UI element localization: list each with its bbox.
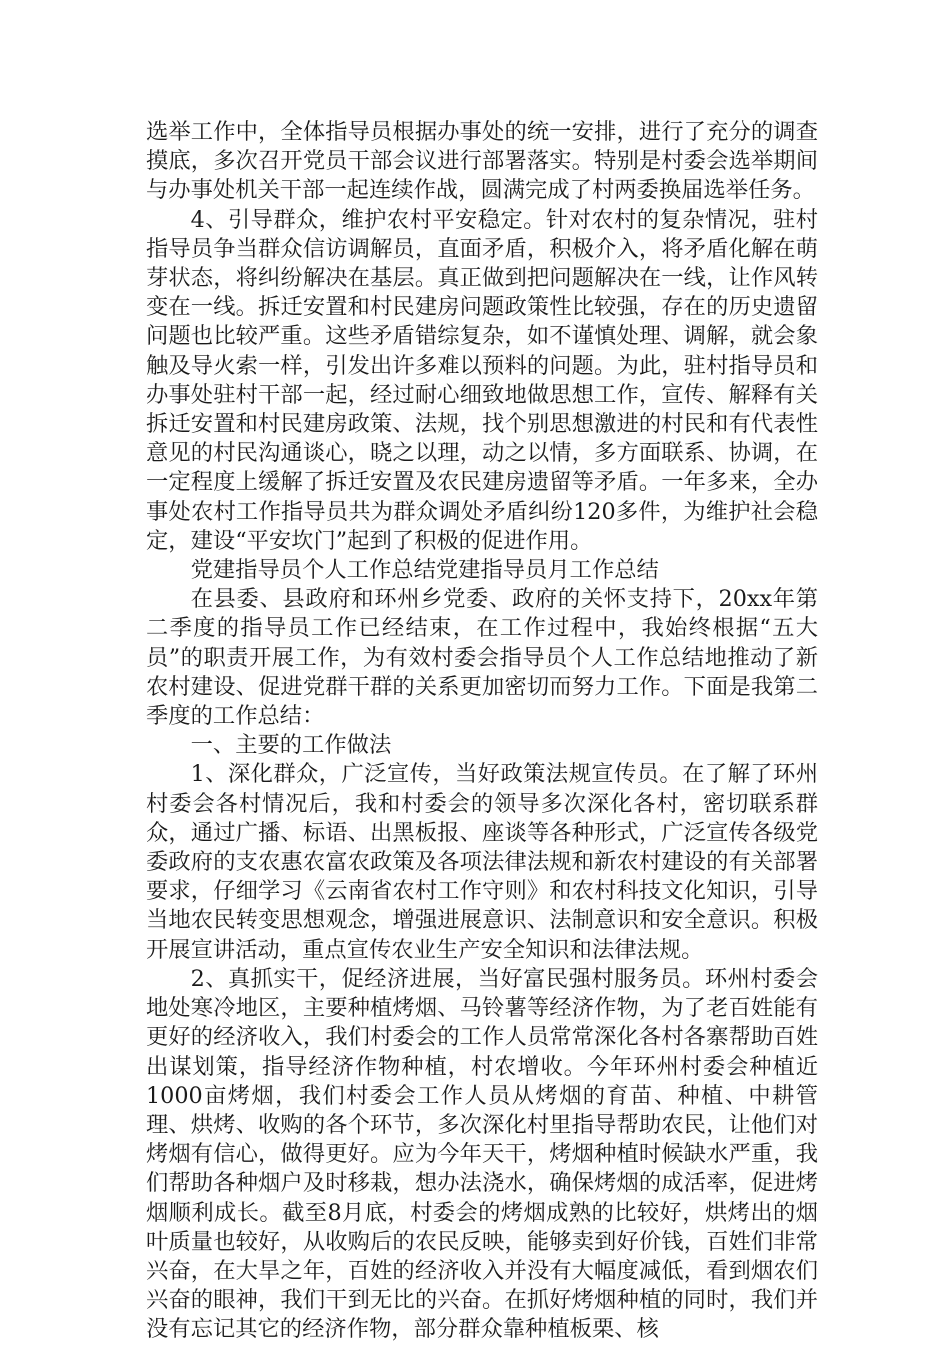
section-title-party-guide-summary: 党建指导员个人工作总结党建指导员月工作总结 bbox=[190, 557, 659, 584]
paragraph-guide-masses: 4、引导群众，维护农村平安稳定。针对农村的复杂情况，驻村指导员争当群众信访调解员，直面矛盾，积极介入，将矛盾化解在萌芽状态，将纠纷解决在基层。真正做到把问题解决在一线，让作风转变在一线。拆迁安置和村民建房问题政策性比较强，存在的历史遗留问题也比较严重。这些矛盾错综复杂，如不谨慎处理、调解，就会象触及导火索一样，引发出许多难以预料的问题。为此，驻村指导员和办事处驻村干部一起，经过耐心细致地做思想工作，宣传、解释有关拆迁安置和村民建房政策、法规，找个别思想激进的村民和有代表性意见的村民沟通谈心，晓之以理，动之以情，多方面联系、协调，在一定程度上缓解了拆迁安置及农民建房遗留等矛盾。一年多来，全办事处农村工作指导员共为群众调处矛盾纠纷120多件，为维护社会稳定，建设“平安坎门”起到了积极的促进作用。 bbox=[146, 206, 818, 554]
paragraph-introduction: 在县委、县政府和环州乡党委、政府的关怀支持下，20xx年第二季度的指导员工作已经结束，在工作过程中，我始终根据“五大员”的职责开展工作，为有效村委会指导员个人工作总结地推动了新农村建设、促进党群干群的关系更加密切而努力工作。下面是我第二季度的工作总结： bbox=[146, 586, 818, 730]
paragraph-economic-development: 2、真抓实干，促经济进展，当好富民强村服务员。环州村委会地处寒冷地区，主要种植烤烟、马铃薯等经济作物，为了老百姓能有更好的经济收入，我们村委会的工作人员常常深化各村各寨帮助百姓出谋划策，指导经济作物种植，村农增收。今年环州村委会种植近1000亩烤烟，我们村委会工作人员从烤烟的育苗、种植、中耕管理、烘烤、收购的各个环节，多次深化村里指导帮助农民，让他们对烤烟有信心，做得更好。应为今年天干，烤烟种植时候缺水严重，我们帮助各种烟户及时移栽，想办法浇水，确保烤烟的成活率，促进烤烟顺利成长。截至8月底，村委会的烤烟成熟的比较好，烘烤出的烟叶质量也较好，从收购后的农民反映，能够卖到好价钱，百姓们非常兴奋，在大旱之年，百姓的经济收入并没有大幅度减低，看到烟农们兴奋的眼神，我们干到无比的兴奋。在抓好烤烟种植的同时，我们并没有忘记其它的经济作物，部分群众靠种植板栗、核 bbox=[146, 965, 818, 1343]
heading-main-methods: 一、主要的工作做法 bbox=[190, 732, 392, 759]
paragraph-election-work: 选举工作中，全体指导员根据办事处的统一安排，进行了充分的调查摸底，多次召开党员干部会议进行部署落实。特别是村委会选举期间与办事处机关干部一起连续作战，圆满完成了村两委换届选举任务。 bbox=[146, 119, 818, 204]
document-page bbox=[146, 118, 818, 1345]
paragraph-publicity: 1、深化群众，广泛宣传，当好政策法规宣传员。在了解了环州村委会各村情况后，我和村委会的领导多次深化各村，密切联系群众，通过广播、标语、出黑板报、座谈等各种形式，广泛宣传各级党委政府的支农惠农富农政策及各项法律法规和新农村建设的有关部署要求，仔细学习《云南省农村工作守则》和农村科技文化知识，引导当地农民转变思想观念，增强进展意识、法制意识和安全意识。积极开展宣讲活动，重点宣传农业生产安全知识和法律法规。 bbox=[146, 761, 818, 963]
